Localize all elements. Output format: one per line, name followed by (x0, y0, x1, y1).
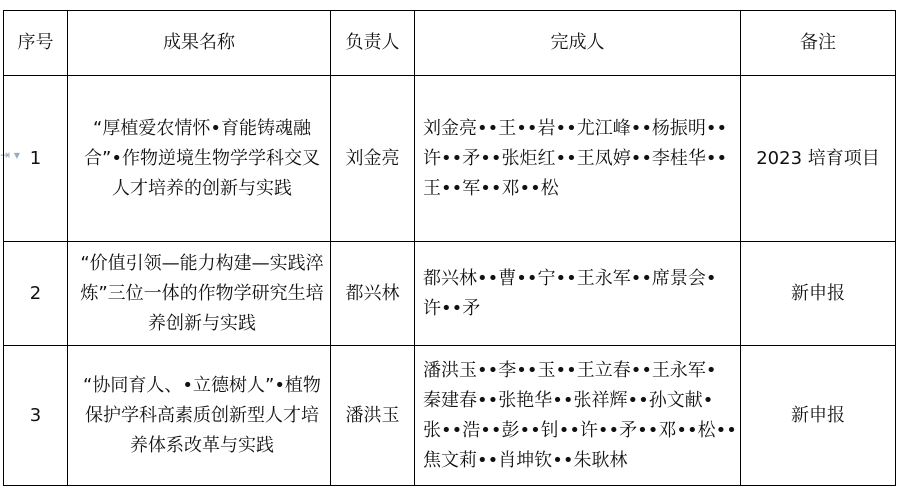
header-remark: 备注 (741, 11, 896, 76)
left-margin-marker: ⇥ ▾ (0, 148, 20, 162)
member-line: 都兴林••曹••宁••王永军••席景会• (423, 267, 717, 289)
table-row (4, 242, 896, 346)
row-name: “协同育人、•立德树人”•植物保护学科高素质创新型人才培养体系改革与实践 (68, 346, 331, 486)
row-members (415, 76, 741, 242)
row-remark: 2023 培育项目 (741, 76, 896, 242)
header-index: 序号 (4, 11, 68, 76)
row-name: “厚植爱农情怀•育能铸魂融合”•作物逆境生物学学科交叉人才培养的创新与实践 (68, 76, 331, 242)
member-line: 王••军••邓••松 (423, 177, 559, 199)
row-leader: 潘洪玉 (331, 346, 415, 486)
member-line: 许••矛 (423, 297, 481, 319)
row-members (415, 346, 741, 486)
table-row (4, 76, 896, 242)
row-remark: 新申报 (741, 242, 896, 346)
table-row (4, 346, 896, 486)
header-row (4, 11, 896, 76)
row-leader: 刘金亮 (331, 76, 415, 242)
row-index: 1 (4, 76, 68, 242)
member-line: 刘金亮••王••岩••尤江峰••杨振明•• (423, 117, 728, 139)
member-line: 潘洪玉••李••玉••王立春••王永军• (423, 359, 717, 381)
row-members (415, 242, 741, 346)
row-leader: 都兴林 (331, 242, 415, 346)
member-line: 许••矛••张炬红••王凤婷••李桂华•• (423, 147, 728, 169)
row-index: 2 (4, 242, 68, 346)
row-remark: 新申报 (741, 346, 896, 486)
row-name: “价值引领—能力构建—实践淬炼”三位一体的作物学研究生培养创新与实践 (68, 242, 331, 346)
member-line: 秦建春••张艳华••张祥辉••孙文献• (423, 389, 714, 411)
member-line: 张••浩••彭••钊••许••矛••邓••松•• (423, 419, 737, 441)
header-name: 成果名称 (68, 11, 331, 76)
achievement-table (3, 10, 896, 486)
row-index: 3 (4, 346, 68, 486)
header-members: 完成人 (415, 11, 741, 76)
member-line: 焦文莉••肖坤钦••朱耿林 (423, 449, 628, 471)
header-leader: 负责人 (331, 11, 415, 76)
